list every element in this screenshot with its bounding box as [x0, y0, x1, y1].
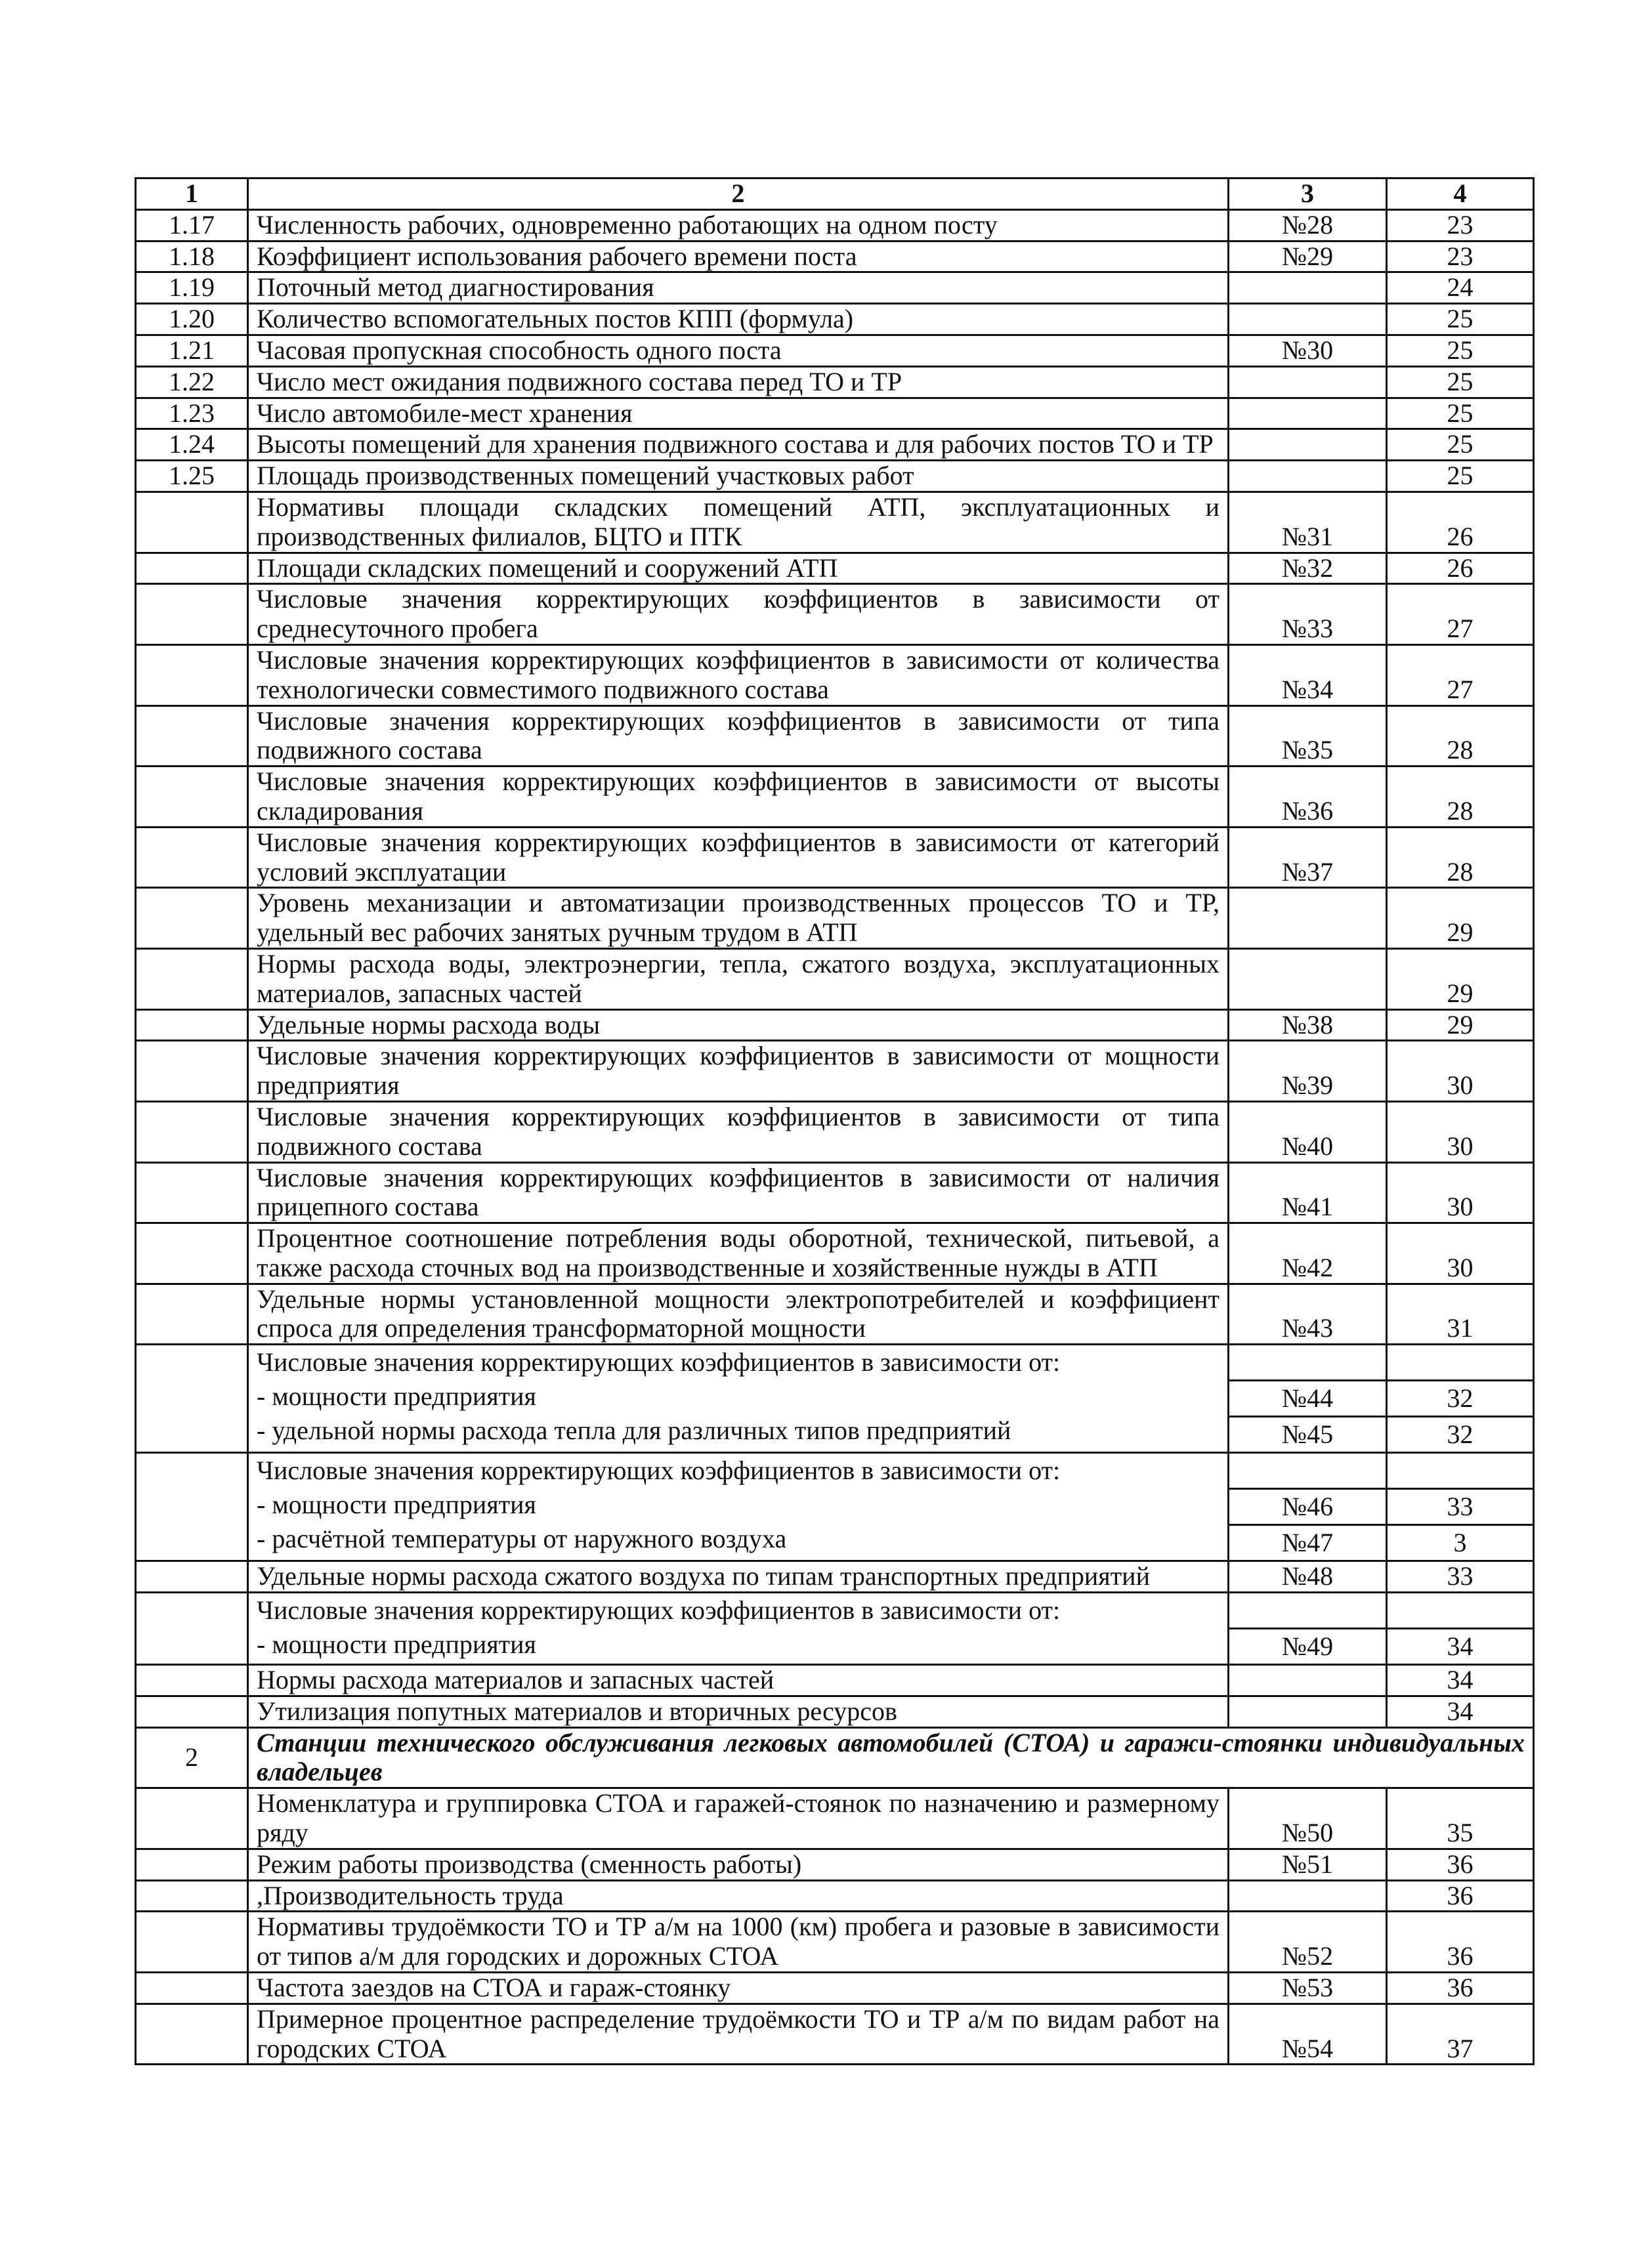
row-description: Удельные нормы установленной мощности электропотребителей и коэффициент спроса для определения трансформаторной мощности: [248, 1284, 1229, 1345]
row-number: [136, 584, 248, 645]
table-row: [136, 398, 1534, 429]
table-ref: №41: [1229, 1162, 1387, 1223]
table-ref: №54: [1229, 2004, 1387, 2065]
group-item: - удельной нормы расхода тепла для различных типов предприятий: [257, 1415, 1011, 1445]
row-number: 1.22: [136, 366, 248, 398]
table-row: [136, 1345, 1534, 1453]
row-description: Числовые значения корректирующих коэффициентов в зависимости от типа подвижного состава: [248, 705, 1229, 766]
row-number: [136, 644, 248, 705]
table-row: [136, 1880, 1534, 1912]
table-row: [136, 1973, 1534, 2004]
table-ref: №37: [1229, 827, 1387, 888]
row-number: [136, 948, 248, 1009]
table-row: [136, 1788, 1534, 1849]
table-row: [136, 1696, 1534, 1727]
page-ref: 30: [1387, 1223, 1534, 1284]
page-ref: 27: [1387, 644, 1534, 705]
table-ref: №30: [1229, 335, 1387, 366]
page-ref: 34: [1387, 1665, 1534, 1696]
page-ref: 34: [1387, 1696, 1534, 1727]
row-number: [136, 553, 248, 584]
row-number: [136, 1849, 248, 1880]
row-description: Числовые значения корректирующих коэффициентов в зависимости от среднесуточного пробега: [248, 584, 1229, 645]
row-number: [136, 1665, 248, 1696]
row-description: Высоты помещений для хранения подвижного состава и для рабочих постов ТО и ТР: [248, 429, 1229, 461]
group-description: [248, 1453, 1229, 1561]
group-description: [248, 1345, 1229, 1453]
table-row: [136, 1912, 1534, 1973]
contents-table: [135, 177, 1535, 2065]
row-number: [136, 1453, 248, 1561]
page-ref: 28: [1387, 827, 1534, 888]
page-ref: 24: [1387, 272, 1534, 304]
table-ref: №42: [1229, 1223, 1387, 1284]
page-ref: 30: [1387, 1101, 1534, 1162]
table-ref: [1229, 1696, 1387, 1727]
row-description: Примерное процентное распределение трудоёмкости ТО и ТР а/м по видам работ на городских СТОА: [248, 2004, 1229, 2065]
row-description: Нормативы трудоёмкости ТО и ТР а/м на 1000 (км) пробега и разовые в зависимости от типов а/м для городских и дорожных СТОА: [248, 1912, 1229, 1973]
page-ref: 25: [1387, 335, 1534, 366]
table-row: [136, 492, 1534, 553]
table-ref: [1229, 1880, 1387, 1912]
row-description: Номенклатура и группировка СТОА и гаражей-стоянок по назначению и размерному ряду: [248, 1788, 1229, 1849]
table-ref: [1229, 304, 1387, 335]
row-description: Числовые значения корректирующих коэффициентов в зависимости от наличия прицепного состава: [248, 1162, 1229, 1223]
page-ref: 25: [1387, 304, 1534, 335]
group-item: - расчётной температуры от наружного воздуха: [257, 1523, 787, 1553]
header-row: [136, 178, 1534, 210]
table-row: [136, 429, 1534, 461]
page-ref: 30: [1387, 1162, 1534, 1223]
group-head: Числовые значения корректирующих коэффициентов в зависимости от:: [257, 1455, 1061, 1485]
group-description: [248, 1593, 1229, 1665]
row-number: [136, 1912, 248, 1973]
page-ref: 28: [1387, 705, 1534, 766]
table-ref: [1229, 429, 1387, 461]
table-ref: №39: [1229, 1041, 1387, 1102]
table-ref: [1229, 461, 1387, 492]
page-ref: 28: [1387, 766, 1534, 828]
page-ref: 29: [1387, 1009, 1534, 1041]
table-ref: №53: [1229, 1973, 1387, 2004]
table-ref: №28: [1229, 209, 1387, 241]
row-number: [136, 766, 248, 828]
table-ref: №52: [1229, 1912, 1387, 1973]
table-row: [136, 461, 1534, 492]
row-number: [136, 1880, 248, 1912]
row-number: 1.21: [136, 335, 248, 366]
row-description: Численность рабочих, одновременно работающих на одном посту: [248, 209, 1229, 241]
table-body: [136, 209, 1534, 2065]
page-ref: 37: [1387, 2004, 1534, 2065]
table-ref: №34: [1229, 644, 1387, 705]
table-row: [136, 766, 1534, 828]
table-row: [136, 1665, 1534, 1696]
page-ref: 36: [1387, 1849, 1534, 1880]
row-number: [136, 1696, 248, 1727]
table-ref: [1229, 366, 1387, 398]
row-number: 1.23: [136, 398, 248, 429]
row-number: 2: [136, 1727, 248, 1788]
page-ref: 25: [1387, 366, 1534, 398]
group-table-refs: [1229, 1345, 1387, 1453]
page-ref: 32: [1388, 1417, 1533, 1452]
row-number: 1.24: [136, 429, 248, 461]
row-description: Утилизация попутных материалов и вторичных ресурсов: [248, 1696, 1229, 1727]
page-ref: 36: [1387, 1912, 1534, 1973]
table-ref: №35: [1229, 705, 1387, 766]
row-description: Число мест ожидания подвижного состава перед ТО и ТР: [248, 366, 1229, 398]
page-ref: 27: [1387, 584, 1534, 645]
row-description: Количество вспомогательных постов КПП (формула): [248, 304, 1229, 335]
table-ref: №43: [1229, 1284, 1387, 1345]
row-number: 1.19: [136, 272, 248, 304]
table-ref: №48: [1229, 1561, 1387, 1593]
table-ref: №46: [1229, 1489, 1386, 1525]
row-description: Числовые значения корректирующих коэффициентов в зависимости от типа подвижного состава: [248, 1101, 1229, 1162]
table-row: [136, 272, 1534, 304]
page-ref: 31: [1387, 1284, 1534, 1345]
table-row: [136, 1162, 1534, 1223]
table-row: [136, 948, 1534, 1009]
table-row: [136, 366, 1534, 398]
row-description: Нормы расхода материалов и запасных частей: [248, 1665, 1229, 1696]
table-ref: №51: [1229, 1849, 1387, 1880]
table-ref: №44: [1229, 1381, 1386, 1417]
row-number: [136, 827, 248, 888]
section-title: Станции технического обслуживания легковых автомобилей (СТОА) и гаражи-стоянки индивидуальных владельцев: [248, 1727, 1534, 1788]
table-ref: №38: [1229, 1009, 1387, 1041]
page-ref: 30: [1387, 1041, 1534, 1102]
header-col-1: 1: [136, 178, 248, 210]
table-ref: №45: [1229, 1417, 1386, 1452]
table-row: [136, 644, 1534, 705]
row-number: 1.20: [136, 304, 248, 335]
table-row: [136, 584, 1534, 645]
row-number: 1.18: [136, 241, 248, 272]
header-col-3: 3: [1229, 178, 1387, 210]
page-ref: 26: [1387, 553, 1534, 584]
row-number: 1.25: [136, 461, 248, 492]
table-ref: [1229, 398, 1387, 429]
row-description: ,Производительность труда: [248, 1880, 1229, 1912]
table-row: [136, 1284, 1534, 1345]
row-description: Число автомобиле-мест хранения: [248, 398, 1229, 429]
row-description: Режим работы производства (сменность работы): [248, 1849, 1229, 1880]
row-description: Коэффициент использования рабочего времени поста: [248, 241, 1229, 272]
row-number: [136, 1223, 248, 1284]
row-description: Частота заездов на СТОА и гараж-стоянку: [248, 1973, 1229, 2004]
table-row: [136, 1101, 1534, 1162]
row-description: Удельные нормы расхода воды: [248, 1009, 1229, 1041]
page-ref: 25: [1387, 461, 1534, 492]
page-ref: 3: [1388, 1525, 1533, 1561]
table-row: [136, 304, 1534, 335]
group-table-refs: [1229, 1453, 1387, 1561]
group-head: Числовые значения корректирующих коэффициентов в зависимости от:: [257, 1595, 1061, 1625]
table-ref: №47: [1229, 1525, 1386, 1561]
table-row: [136, 2004, 1534, 2065]
table-row: [136, 1849, 1534, 1880]
page-ref: 23: [1387, 241, 1534, 272]
group-item: - мощности предприятия: [257, 1629, 536, 1659]
page-ref: 23: [1387, 209, 1534, 241]
table-row: [136, 1041, 1534, 1102]
page-ref: 29: [1387, 948, 1534, 1009]
header-col-4: 4: [1387, 178, 1534, 210]
group-page-refs: [1387, 1345, 1534, 1453]
table-ref: №50: [1229, 1788, 1387, 1849]
table-row: [136, 827, 1534, 888]
table-ref: №36: [1229, 766, 1387, 828]
table-ref: №32: [1229, 553, 1387, 584]
row-description: Числовые значения корректирующих коэффициентов в зависимости от количества технологически совместимого подвижного состава: [248, 644, 1229, 705]
row-description: Числовые значения корректирующих коэффициентов в зависимости от мощности предприятия: [248, 1041, 1229, 1102]
row-number: [136, 1101, 248, 1162]
row-number: [136, 492, 248, 553]
row-number: [136, 2004, 248, 2065]
table-row: [136, 1593, 1534, 1665]
row-number: [136, 1561, 248, 1593]
table-row: [136, 888, 1534, 949]
row-description: Уровень механизации и автоматизации производственных процессов ТО и ТР, удельный вес рабочих занятых ручным трудом в АТП: [248, 888, 1229, 949]
table-row: [136, 1453, 1534, 1561]
row-description: Нормы расхода воды, электроэнергии, тепла, сжатого воздуха, эксплуатационных материалов, запасных частей: [248, 948, 1229, 1009]
row-number: [136, 888, 248, 949]
row-description: Нормативы площади складских помещений АТП, эксплуатационных и производственных филиалов, БЦТО и ПТК: [248, 492, 1229, 553]
row-number: [136, 1593, 248, 1665]
table-row: [136, 209, 1534, 241]
table-ref: №31: [1229, 492, 1387, 553]
row-number: [136, 1162, 248, 1223]
table-ref: [1229, 1665, 1387, 1696]
table-ref: №29: [1229, 241, 1387, 272]
row-description: Часовая пропускная способность одного поста: [248, 335, 1229, 366]
page-ref: 33: [1387, 1561, 1534, 1593]
row-description: Удельные нормы расхода сжатого воздуха по типам транспортных предприятий: [248, 1561, 1229, 1593]
row-description: Числовые значения корректирующих коэффициентов в зависимости от категорий условий эксплуатации: [248, 827, 1229, 888]
table-row: [136, 553, 1534, 584]
table-ref: №33: [1229, 584, 1387, 645]
table-ref: №40: [1229, 1101, 1387, 1162]
row-number: [136, 705, 248, 766]
group-page-refs: [1387, 1453, 1534, 1561]
row-description: Площадь производственных помещений участковых работ: [248, 461, 1229, 492]
row-number: [136, 1009, 248, 1041]
row-number: [136, 1284, 248, 1345]
row-number: [136, 1788, 248, 1849]
group-table-refs: [1229, 1593, 1387, 1665]
row-description: Площади складских помещений и сооружений АТП: [248, 553, 1229, 584]
section-row: [136, 1727, 1534, 1788]
table-row: [136, 1009, 1534, 1041]
row-description: Процентное соотношение потребления воды оборотной, технической, питьевой, а также расхода сточных вод на производственные и хозяйственные нужды в АТП: [248, 1223, 1229, 1284]
table-ref: [1229, 948, 1387, 1009]
table-ref: №49: [1229, 1629, 1386, 1664]
row-number: [136, 1973, 248, 2004]
table-row: [136, 705, 1534, 766]
page-ref: 32: [1388, 1381, 1533, 1417]
header-col-2: 2: [248, 178, 1229, 210]
page-ref: 35: [1387, 1788, 1534, 1849]
page-ref: 29: [1387, 888, 1534, 949]
group-page-refs: [1387, 1593, 1534, 1665]
table-row: [136, 241, 1534, 272]
row-number: [136, 1041, 248, 1102]
table-row: [136, 1561, 1534, 1593]
page-ref: 36: [1387, 1880, 1534, 1912]
row-number: 1.17: [136, 209, 248, 241]
page-ref: 25: [1387, 398, 1534, 429]
page-ref: 33: [1388, 1489, 1533, 1525]
page-ref: 26: [1387, 492, 1534, 553]
page-ref: 34: [1388, 1629, 1533, 1664]
row-description: Числовые значения корректирующих коэффициентов в зависимости от высоты складирования: [248, 766, 1229, 828]
group-head: Числовые значения корректирующих коэффициентов в зависимости от:: [257, 1347, 1061, 1377]
row-description: Поточный метод диагностирования: [248, 272, 1229, 304]
table-row: [136, 335, 1534, 366]
group-item: - мощности предприятия: [257, 1381, 536, 1411]
table-ref: [1229, 888, 1387, 949]
group-item: - мощности предприятия: [257, 1489, 536, 1519]
table-ref: [1229, 272, 1387, 304]
table-row: [136, 1223, 1534, 1284]
row-number: [136, 1345, 248, 1453]
page-ref: 36: [1387, 1973, 1534, 2004]
page-ref: 25: [1387, 429, 1534, 461]
